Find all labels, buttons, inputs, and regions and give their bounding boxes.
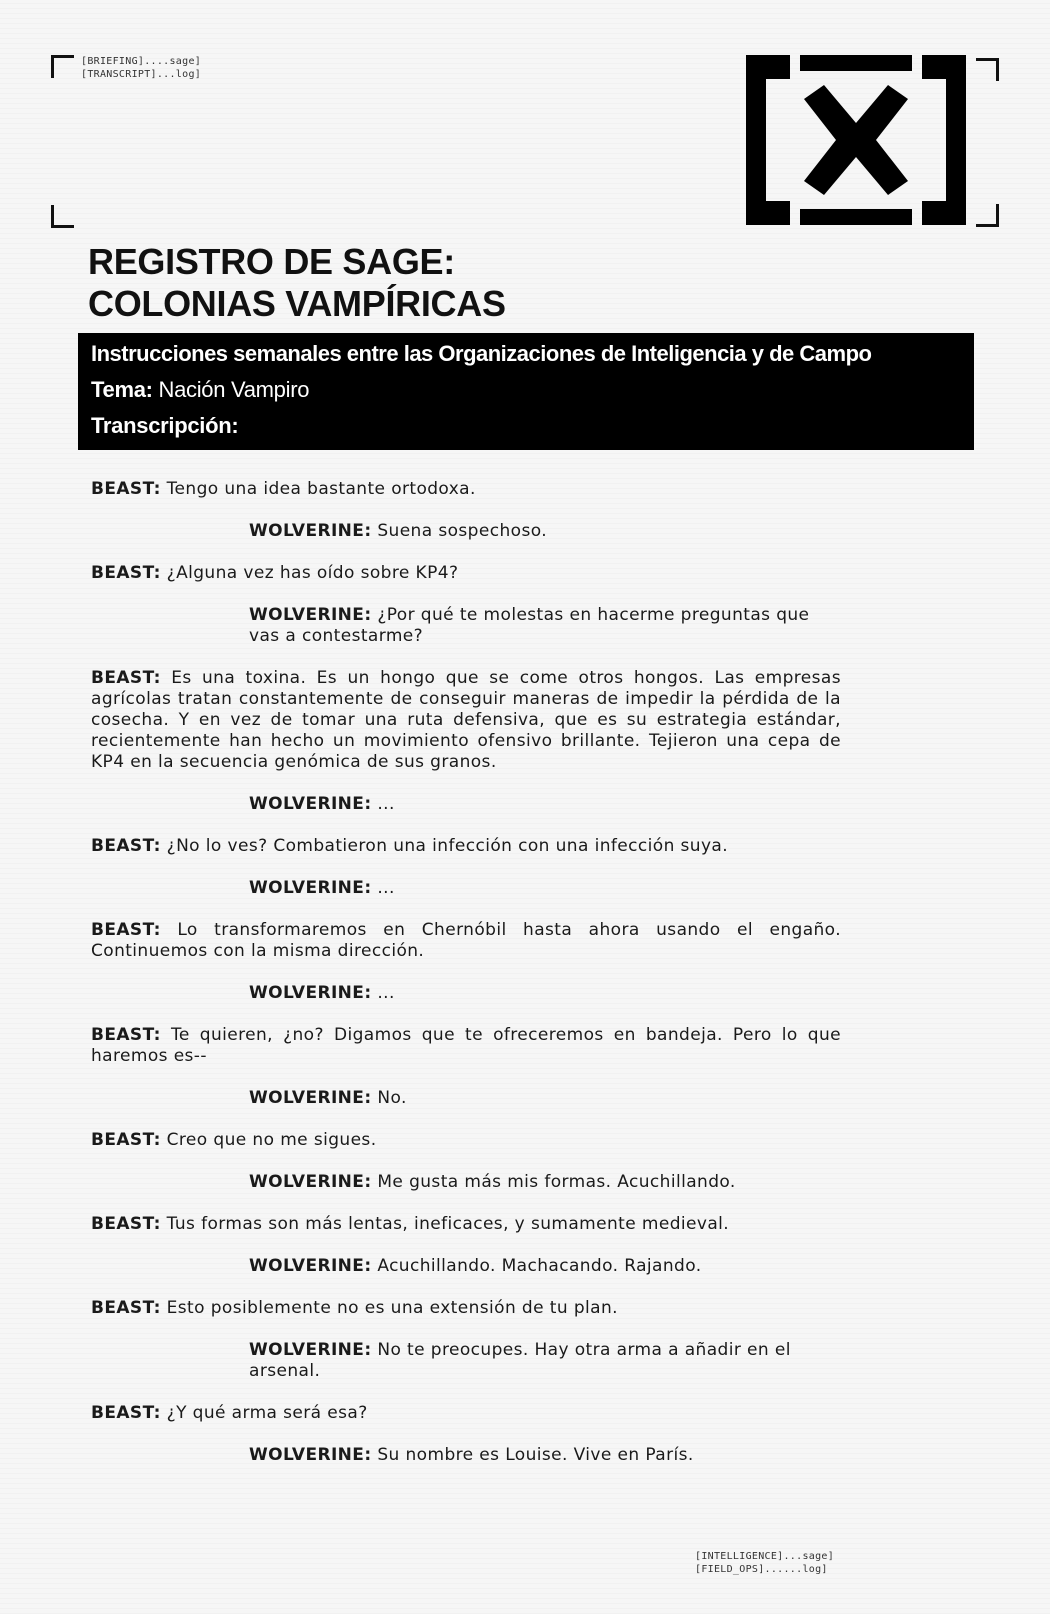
transcript-line <box>249 605 841 647</box>
speaker-text: Esto posiblemente no es una extensión de tu plan. <box>160 1298 618 1318</box>
corner-bracket-top-left <box>51 55 74 78</box>
speaker-text: ¿No lo ves? Combatieron una infección con una infección suya. <box>160 836 729 856</box>
transcript-line <box>91 668 841 773</box>
banner-topic <box>91 377 309 403</box>
speaker-name: BEAST: <box>91 1130 161 1150</box>
header-tag-briefing: [BRIEFING]....sage] <box>81 56 202 67</box>
speaker-name: WOLVERINE: <box>249 1340 372 1360</box>
speaker-text: Es una toxina. Es un hongo que se come otros hongos. Las empresas agrícolas tratan constantemente de conseguir maneras de impedir la pérdida de la cosecha. Y en vez de tomar una ruta defensiva, que es su estrategia estándar, recientemente han hecho un movimiento ofensivo brillante. Tejieron una cepa de KP4 en la secuencia genómica de sus granos. <box>91 668 841 772</box>
speaker-name: WOLVERINE: <box>249 1088 372 1108</box>
speaker-text: Tengo una idea bastante ortodoxa. <box>160 479 476 499</box>
header-tags <box>81 55 201 81</box>
speaker-text: ¿Y qué arma será esa? <box>160 1403 368 1423</box>
speaker-text: Su nombre es Louise. Vive en París. <box>371 1445 694 1465</box>
speaker-name: BEAST: <box>91 1403 161 1423</box>
speaker-name: WOLVERINE: <box>249 1172 372 1192</box>
speaker-text: Te quieren, ¿no? Digamos que te ofreceremos en bandeja. Pero lo que haremos es-- <box>91 1025 841 1066</box>
speaker-text: Tus formas son más lentas, ineficaces, y sumamente medieval. <box>160 1214 730 1234</box>
transcript-line <box>249 1088 841 1109</box>
banner-transcript-label: Transcripción: <box>91 413 239 438</box>
page-title-line-2: COLONIAS VAMPÍRICAS <box>88 283 506 324</box>
speaker-text: ... <box>371 983 395 1003</box>
transcript-line <box>249 794 841 815</box>
transcript-line <box>91 479 841 500</box>
header-tag-transcript: [TRANSCRIPT]...log] <box>81 69 202 80</box>
transcript-line <box>249 878 841 899</box>
speaker-name: BEAST: <box>91 1214 161 1234</box>
footer-tag-field-ops: [FIELD_OPS]......log] <box>695 1564 828 1575</box>
transcript-line <box>91 1403 841 1424</box>
speaker-name: BEAST: <box>91 920 161 940</box>
x-brackets-logo-icon <box>746 55 966 225</box>
speaker-name: WOLVERINE: <box>249 1445 372 1465</box>
speaker-name: WOLVERINE: <box>249 794 372 814</box>
transcript-line <box>91 836 841 857</box>
corner-bracket-bottom-left <box>51 205 74 228</box>
speaker-name: WOLVERINE: <box>249 983 372 1003</box>
speaker-text: Creo que no me sigues. <box>160 1130 377 1150</box>
speaker-name: BEAST: <box>91 1298 161 1318</box>
transcript <box>91 479 841 1487</box>
page-title <box>88 241 506 325</box>
transcript-line <box>91 563 841 584</box>
briefing-banner <box>78 333 974 450</box>
speaker-name: BEAST: <box>91 479 161 499</box>
transcript-line <box>91 1130 841 1151</box>
transcript-line <box>91 920 841 962</box>
speaker-name: BEAST: <box>91 668 161 688</box>
speaker-text: Suena sospechoso. <box>371 521 548 541</box>
corner-bracket-bottom-right <box>976 204 999 227</box>
speaker-name: WOLVERINE: <box>249 878 372 898</box>
speaker-name: WOLVERINE: <box>249 1256 372 1276</box>
transcript-line <box>249 1172 841 1193</box>
transcript-line <box>249 1340 841 1382</box>
transcript-line <box>249 1256 841 1277</box>
speaker-text: No. <box>371 1088 407 1108</box>
speaker-name: BEAST: <box>91 836 161 856</box>
transcript-line <box>249 983 841 1004</box>
speaker-text: No te preocupes. Hay otra arma a añadir en el arsenal. <box>249 1340 791 1381</box>
transcript-line <box>91 1214 841 1235</box>
transcript-line <box>91 1025 841 1067</box>
speaker-text: ¿Alguna vez has oído sobre KP4? <box>160 563 459 583</box>
transcript-line <box>91 1298 841 1319</box>
speaker-name: WOLVERINE: <box>249 521 372 541</box>
speaker-name: BEAST: <box>91 1025 161 1045</box>
speaker-text: ... <box>371 878 395 898</box>
speaker-text: Me gusta más mis formas. Acuchillando. <box>371 1172 736 1192</box>
banner-subtitle: Instrucciones semanales entre las Organizaciones de Inteligencia y de Campo <box>91 341 872 366</box>
speaker-text: ... <box>371 794 395 814</box>
footer-tags <box>695 1550 834 1576</box>
speaker-name: BEAST: <box>91 563 161 583</box>
transcript-line <box>249 1445 841 1466</box>
speaker-name: WOLVERINE: <box>249 605 372 625</box>
transcript-line <box>249 521 841 542</box>
footer-tag-intelligence: [INTELLIGENCE]...sage] <box>695 1551 835 1562</box>
page-title-line-1: REGISTRO DE SAGE: <box>88 241 455 282</box>
speaker-text: Lo transformaremos en Chernóbil hasta ahora usando el engaño. Continuemos con la misma dirección. <box>91 920 841 961</box>
speaker-text: Acuchillando. Machacando. Rajando. <box>371 1256 702 1276</box>
speaker-text: ¿Por qué te molestas en hacerme preguntas que vas a contestarme? <box>249 605 810 646</box>
corner-bracket-top-right <box>976 58 999 81</box>
topic-label: Tema: <box>91 377 153 402</box>
topic-value: Nación Vampiro <box>152 377 310 402</box>
